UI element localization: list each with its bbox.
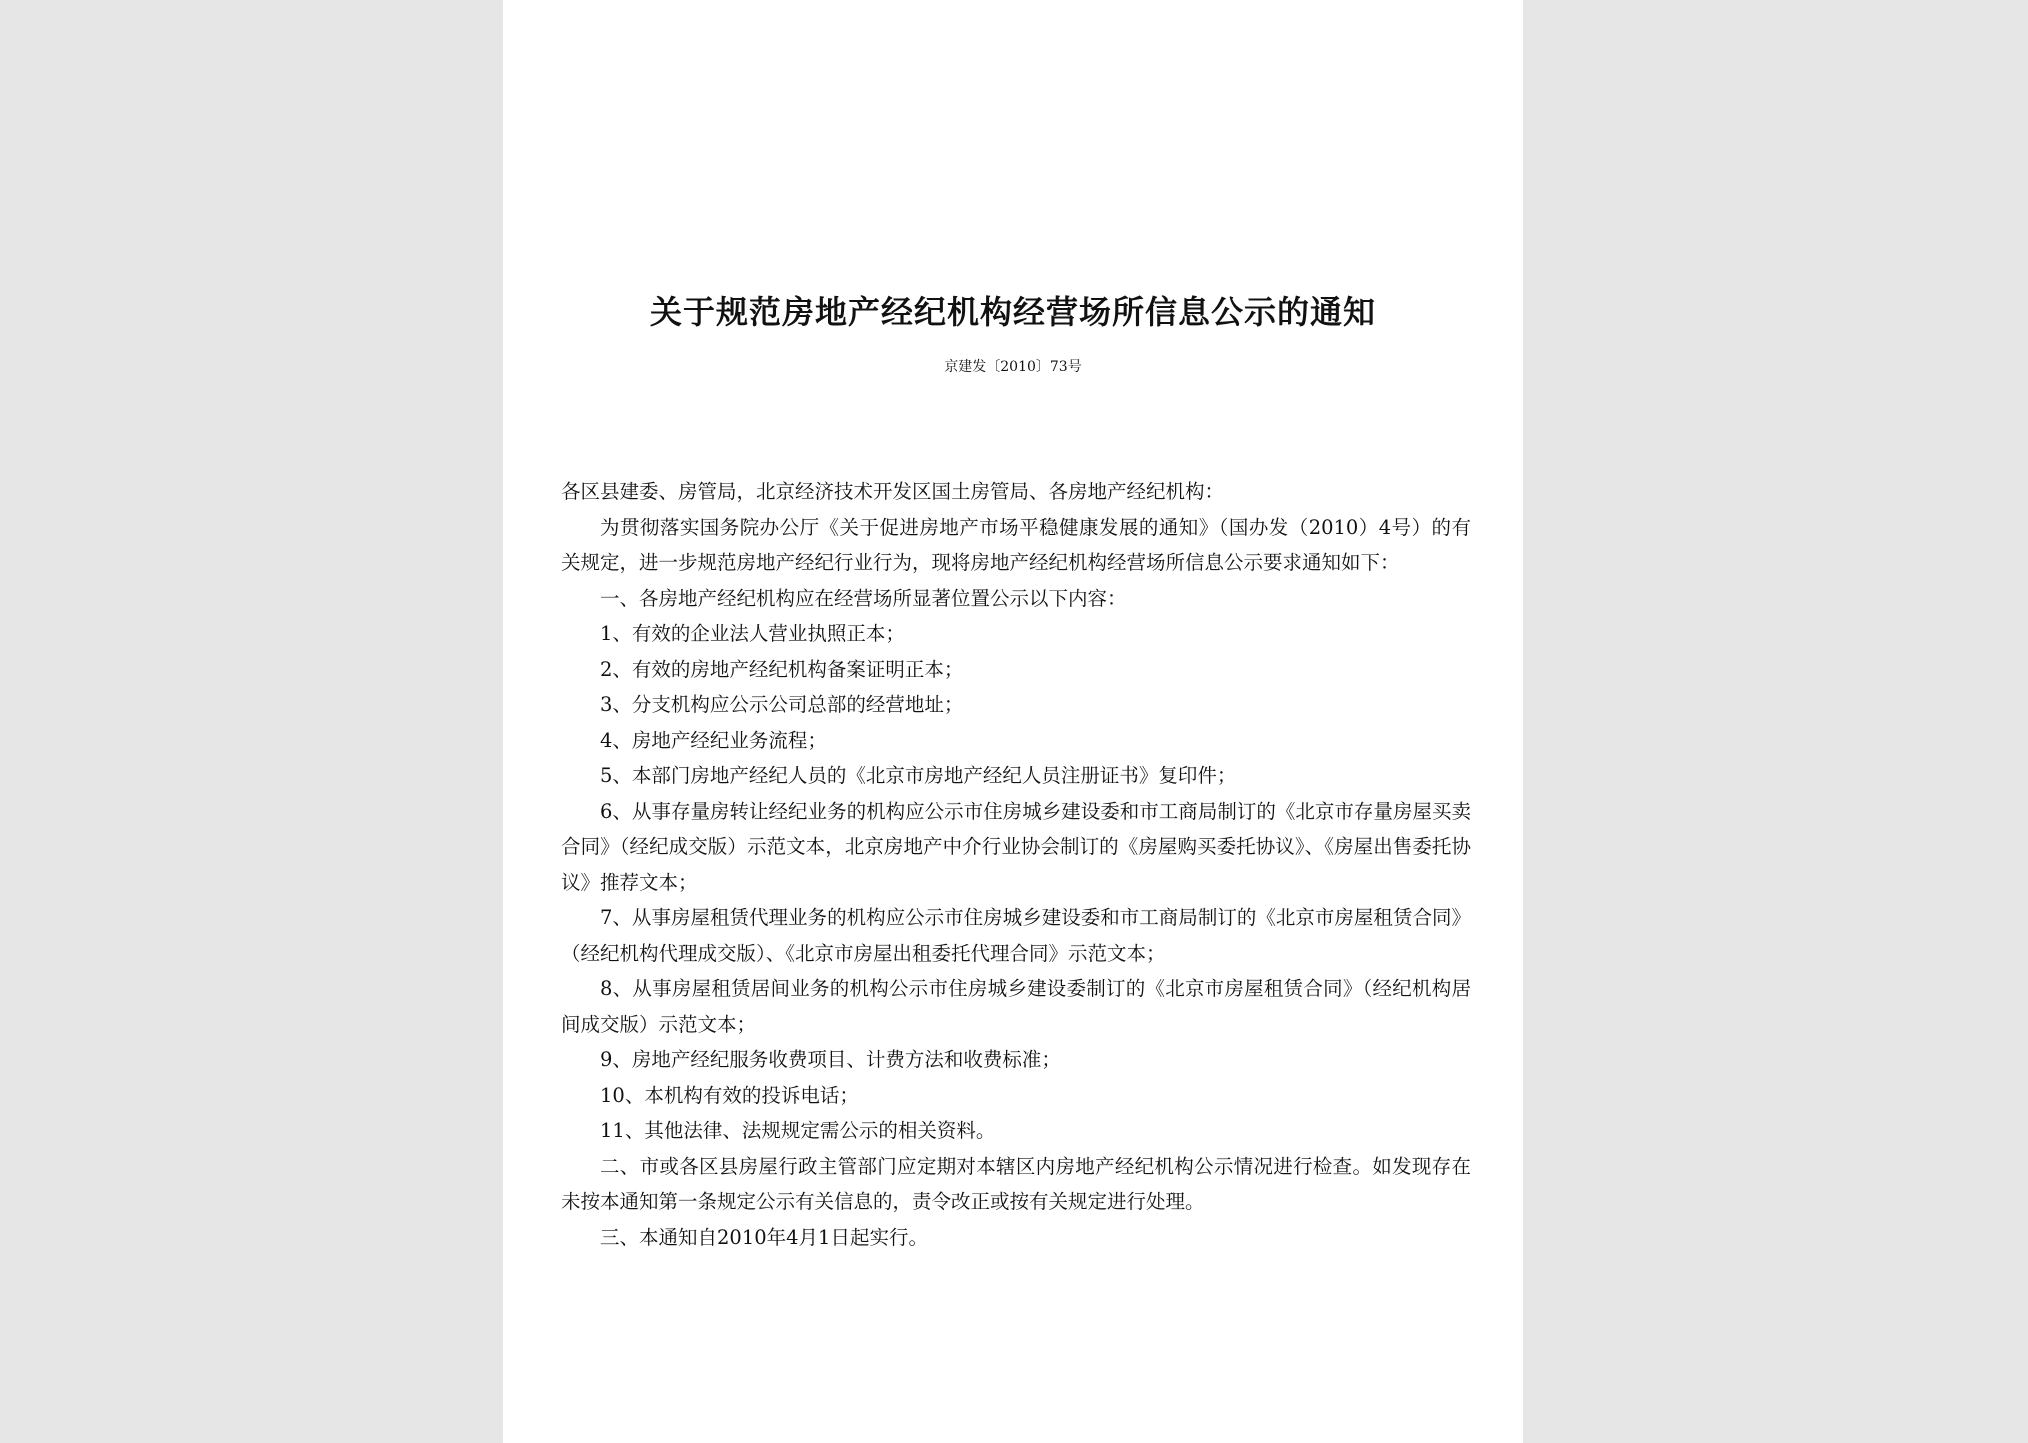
list-item-1: 1、有效的企业法人营业执照正本； bbox=[600, 622, 905, 645]
list-item-5: 5、本部门房地产经纪人员的《北京市房地产经纪人员注册证书》复印件； bbox=[600, 764, 1237, 787]
paragraph-section-2: 二、市或各区县房屋行政主管部门应定期对本辖区内房地产经纪机构公示情况进行检查。如发现存在未按本通知第一条规定公示有关信息的，责令改正或按有关规定进行处理。 bbox=[561, 1154, 1471, 1213]
list-item-7: 7、从事房屋租赁代理业务的机构应公示市住房城乡建设委和市工商局制订的《北京市房屋租赁合同》（经纪机构代理成交版）、《北京市房屋出租委托代理合同》示范文本； bbox=[561, 906, 1471, 965]
list-item-6: 6、从事存量房转让经纪业务的机构应公示市住房城乡建设委和市工商局制订的《北京市存量房屋买卖合同》（经纪成交版）示范文本，北京房地产中介行业协会制订的《房屋购买委托协议》、《房屋出售委托协议》推荐文本； bbox=[561, 799, 1471, 894]
salutation: 各区县建委、房管局，北京经济技术开发区国土房管局、各房地产经纪机构： bbox=[561, 480, 1225, 503]
list-item-9: 9、房地产经纪服务收费项目、计费方法和收费标准； bbox=[600, 1048, 1061, 1071]
list-item-3: 3、分支机构应公示公司总部的经营地址； bbox=[600, 693, 964, 716]
list-item-8: 8、从事房屋租赁居间业务的机构公示市住房城乡建设委制订的《北京市房屋租赁合同》（经纪机构居间成交版）示范文本； bbox=[561, 977, 1471, 1036]
document-number: 京建发〔2010〕73号 bbox=[944, 359, 1082, 375]
list-item-2: 2、有效的房地产经纪机构备案证明正本； bbox=[600, 657, 964, 681]
document-title: 关于规范房地产经纪机构经营场所信息公示的通知 bbox=[649, 293, 1376, 331]
paragraph-section-3: 三、本通知自2010年4月1日起实行。 bbox=[600, 1225, 928, 1249]
document-body bbox=[561, 474, 1471, 1255]
document-page bbox=[503, 0, 1523, 1443]
list-item-10: 10、本机构有效的投诉电话； bbox=[600, 1083, 859, 1107]
list-item-4: 4、房地产经纪业务流程； bbox=[600, 728, 827, 752]
list-item-11: 11、其他法律、法规规定需公示的相关资料。 bbox=[600, 1119, 996, 1142]
paragraph-intro: 为贯彻落实国务院办公厅《关于促进房地产市场平稳健康发展的通知》（国办发（2010）4号）的有关规定，进一步规范房地产经纪行业行为，现将房地产经纪机构经营场所信息公示要求通知如下： bbox=[561, 515, 1471, 574]
paragraph-section-1: 一、各房地产经纪机构应在经营场所显著位置公示以下内容： bbox=[600, 586, 1127, 610]
